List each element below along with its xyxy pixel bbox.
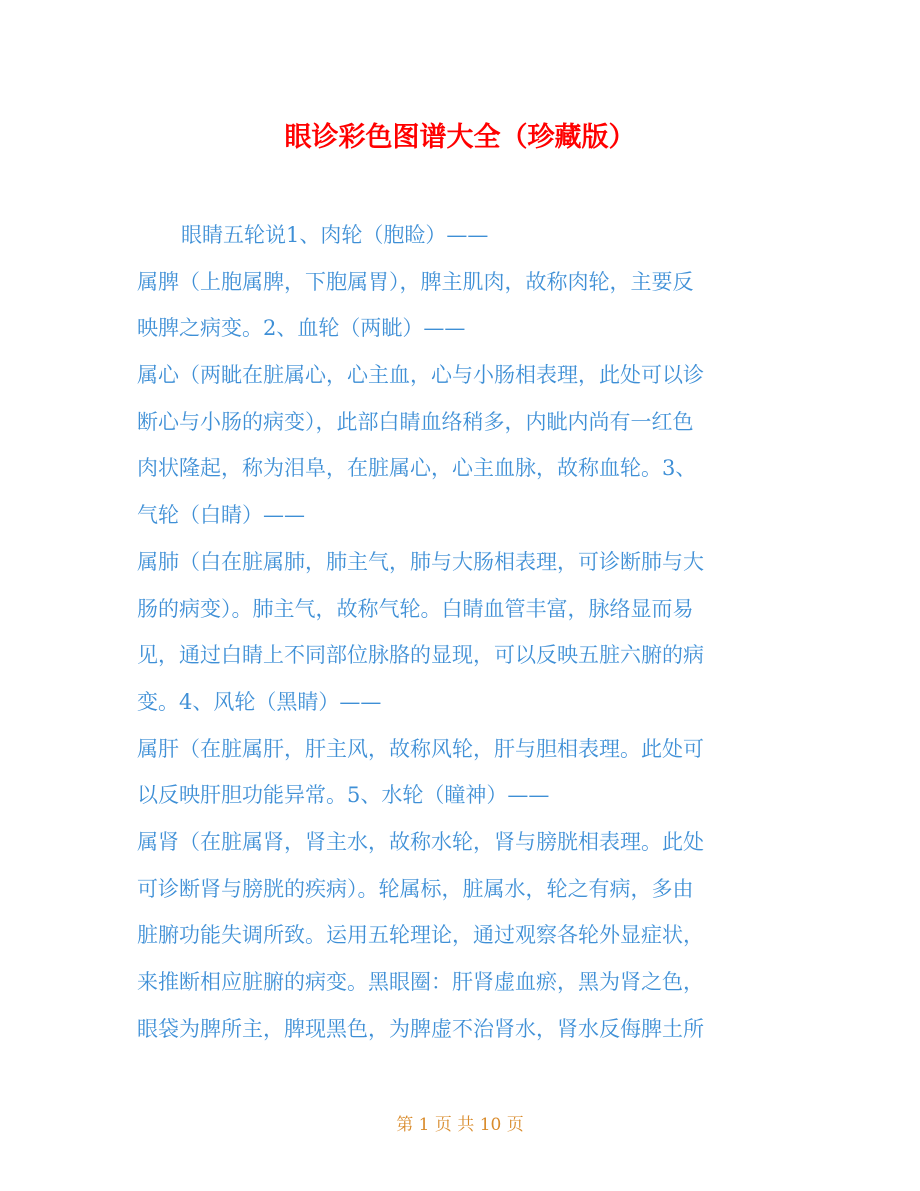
body-line: 属心（两眦在脏属心，心主血，心与小肠相表理，此处可以诊 — [137, 363, 704, 388]
body-line: 断心与小肠的病变），此部白睛血络稍多，内眦内尚有一红色 — [137, 409, 694, 434]
body-line: 变。4、风轮（黑睛）—— — [137, 689, 382, 714]
body-line: 属肾（在脏属肾，肾主水，故称水轮，肾与膀胱相表理。此处 — [137, 829, 704, 854]
body-line: 以反映肝胆功能异常。5、水轮（瞳神）—— — [137, 783, 550, 808]
document-body — [137, 212, 787, 1052]
body-line: 属脾（上胞属脾，下胞属胃），脾主肌肉，故称肉轮，主要反 — [137, 269, 694, 294]
body-line: 可诊断肾与膀胱的疾病）。轮属标，脏属水，轮之有病，多由 — [137, 876, 694, 901]
body-line: 来推断相应脏腑的病变。黑眼圈：肝肾虚血瘀，黑为肾之色， — [137, 970, 704, 994]
document-title: 眼诊彩色图谱大全（珍藏版） — [284, 122, 636, 153]
body-line: 映脾之病变。2、血轮（两眦）—— — [137, 316, 466, 341]
body-line: 属肝（在脏属肝，肝主风，故称风轮，肝与胆相表理。此处可 — [137, 736, 704, 761]
body-line: 肠的病变）。肺主气，故称气轮。白睛血管丰富，脉络显而易 — [137, 596, 694, 621]
body-line: 眼袋为脾所主，脾现黑色，为脾虚不治肾水，肾水反侮脾土所 — [137, 1016, 704, 1041]
body-line: 属肺（白在脏属肺，肺主气，肺与大肠相表理，可诊断肺与大 — [137, 549, 704, 574]
page-indicator: 第 1 页 共 10 页 — [396, 1115, 524, 1135]
body-line: 见，通过白睛上不同部位脉胳的显现，可以反映五脏六腑的病 — [137, 643, 704, 668]
body-line: 肉状隆起，称为泪阜，在脏属心，心主血脉，故称血轮。3、 — [137, 456, 697, 481]
body-line: 脏腑功能失调所致。运用五轮理论，通过观察各轮外显症状， — [137, 923, 704, 948]
body-line: 气轮（白睛）—— — [137, 503, 305, 528]
body-line: 眼睛五轮说1、肉轮（胞睑）—— — [181, 223, 489, 247]
